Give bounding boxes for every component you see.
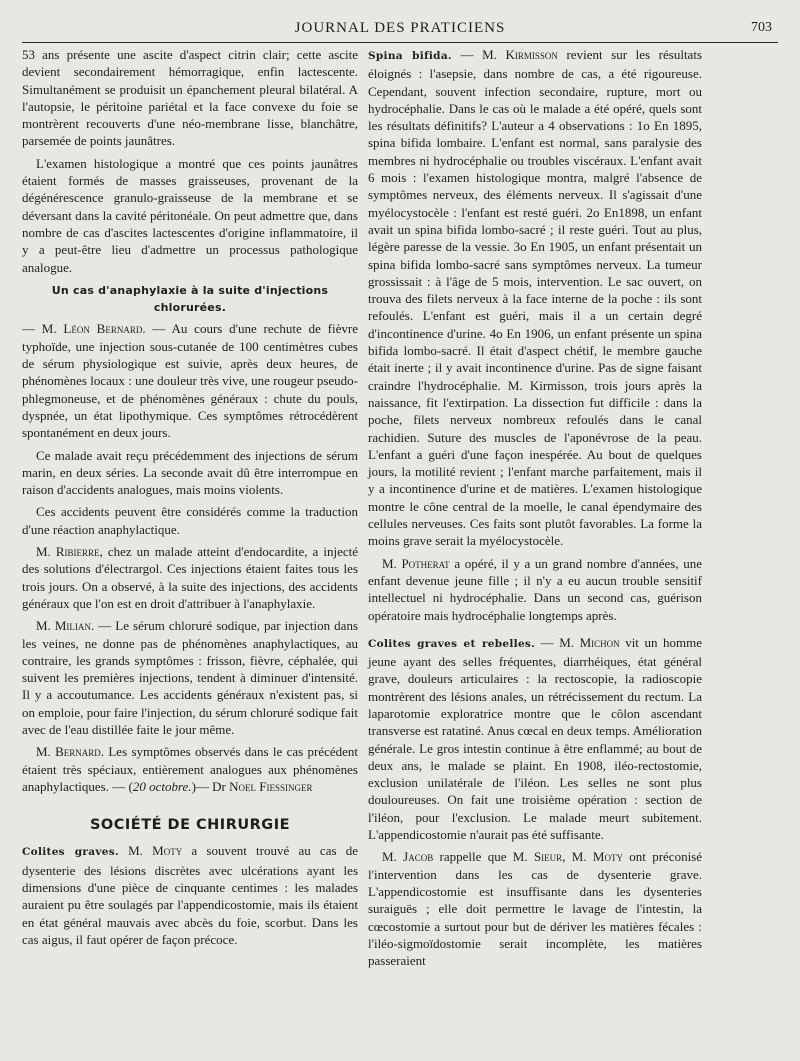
paragraph [368, 555, 702, 624]
article-lead: Colites graves et rebelles. [368, 637, 536, 650]
paragraph [368, 848, 702, 969]
author-name: Ribierre [55, 544, 100, 560]
monsieur-prefix: M. [36, 544, 56, 560]
right-column [368, 46, 702, 974]
monsieur-prefix: M. [118, 843, 153, 859]
paragraph: Ce malade avait reçu précédemment des injections de sérum marin, en deux séries. La seconde avait dû être interrompue en raison d'accidents analogues, mais moins violents. [22, 447, 358, 498]
report-date: 20 octobre. [132, 778, 192, 794]
paragraph-text: . — Au cours d'une rechute de fièvre typhoïde, une injection sous-cutanée de 100 centimètres cubes de sérum physiologique est suivie, après deux heures, de phénomènes locaux : une douleur très vive, une rougeur pseudo-phlegmoneuse, et de phénomènes généraux : chute du pouls, dyspnée, un état lipothymique. Ces symptômes rétrocédèrent spontanément en deux jours. [22, 321, 358, 441]
paragraph [22, 543, 358, 612]
paragraph-text: , M. [562, 849, 593, 865]
paragraph: Ces accidents peuvent être considérés comme la traduction d'une réaction anaphylactique. [22, 504, 358, 537]
paragraph-text: ont préconisé l'intervention dans les cas de dysenterie grave. L'appendicostomie est insuffisante dans les dysenteries suraiguës ; elle doit permettre le lavage de l'intestin, la cœcostomie a surtout pour but de dériver les matières fécales : l'iléo-sigmoïdostomie serait incomplète, les matières passeraient [368, 849, 703, 969]
author-name: Potherat [401, 555, 450, 571]
paragraph-text: , chez un malade atteint d'endocardite, a injecté des solutions d'électrargol. Ces injections étaient faites tous les trois jours. On a observé, à la suite des injections, des accidents généraux que l'on est en droit d'attribuer à l'anaphylaxie. [22, 544, 358, 611]
monsieur-prefix: M. [36, 618, 55, 634]
author-name: Moty [592, 849, 623, 865]
paragraph-text: vit un homme jeune ayant des selles fréquentes, diarrhéiques, état général grave, douleurs articulaires : la rectoscopie, la radioscopie montrèrent des lésions anales, un rétrécissement du rectum. La laparotomie exploratrice montre que le côlon ascendant transverse est ratatiné. Anus cœcal en deux temps. Amélioration générale. Le gros intestin continue à être enflammé; au bout de deux ans, le malade se plaint. En 1908, iléo-rectostomie, exclusion unilatérale de l'iléon. Les selles ne sont plus douloureuses. On fait une troisième opération : section de l'iléon, pour l'exclusion. Le malade meurt subitement. L'appendicostomie n'aurait pas été suffisante. [368, 634, 703, 843]
author-name: Michon [579, 634, 620, 650]
author-name: Milian [54, 618, 91, 634]
paragraph [368, 46, 702, 550]
dash-prefix: — M. [451, 47, 506, 62]
paragraph [22, 617, 358, 738]
article-lead: Colites graves. [22, 846, 119, 859]
author-name: Kirmisson [505, 47, 558, 62]
left-column [22, 46, 358, 953]
author-name: Moty [152, 843, 183, 859]
paragraph-text: rappelle que M. [433, 849, 534, 865]
signature: Noel Fiessinger [229, 778, 313, 794]
paragraph [22, 842, 358, 948]
paragraph [368, 634, 702, 844]
signature-prefix: )— Dr [191, 778, 230, 794]
author-name: Léon Bernard [63, 321, 143, 337]
journal-title: JOURNAL DES PRATICIENS [294, 20, 506, 36]
paragraph-text: revient sur les résultats éloignés : l'asepsie, dans nombre de cas, a été rigoureuse. Cependant, souvent infection secondaire, rupture, mort ou hydrocéphalie. Dans le cas où le malade a été opéré, quels sont les résultats définitifs? L'auteur a 4 observations : 1o En 1895, spina bifida lombaire. L'enfant est normal, sans paralysie des membres ni hydrocéphalie ou troubles viscéraux. L'enfant avait 6 mois : l'examen histologique montra, malgré l'absence de symptômes nerveux, des éléments nerveux. Il s'agissait d'une myélocystocèle : l'enfant est resté guéri. 2o En1898, un enfant avait un spina bifida lombo-sacré ; il reste guéri. Tout au plus, légère paresse de la vessie. 3o En 1905, un enfant présentait un spina bifida lombo-sacré sans symptômes nerveux. La tumeur grossissait : à l'âge de 5 mois, intervention. Le sac ouvert, on trouva des filets nerveux à la face interne de la poche : ils sont refoulés. L'enfant est guéri, mais il a un certain degré d'incontinence d'urine. 4o En 1906, un enfant présente un spina bifida lombo-sacré. Il était d'aspect chétif, le membre gauche était inerte ; il y avait incontinence d'urine. Pas de signe faisant craindre l'hydrocéphalie. M. Kirmisson, trois jours après la naissance, fit l'extirpation. La dissection fut difficile : dans la poche, filets nerveux nombreux refoulés dans le canal rachidien. Suture des muscles de l'aponévrose de la peau. L'enfant a guéri d'une façon inespérée. Au bout de quelques jours, la motilité revient ; l'enfant marche parfaitement, mais il y a incontinence d'urine et de matières. L'examen histologique montre le cône central de la moelle, le canal épendymaire des cellules nerveuses. Ces faits sont plutôt favorables. La forme la moins grave serait la myélocystocèle. [368, 47, 703, 549]
dash-prefix: — M. [535, 634, 580, 650]
paragraph-text: a souvent trouvé au cas de dysenterie des lésions discrètes avec ulcérations ayant les dimensions d'une pièce de cinquante centimes : les malades auraient pu être soulagés par l'appendicostomie, mais ils étaient en état général mauvais avec abcès du foie, scorbut. Dans les cas aigus, il faut opérer de façon précoce. [22, 843, 359, 947]
article-heading: Un cas d'anaphylaxie à la suite d'injections chlorurées. [51, 283, 329, 315]
paragraph [22, 320, 358, 441]
monsieur-prefix: M. [382, 555, 402, 571]
paragraph-text: . Les symptômes observés dans le cas précédent étaient très spéciaux, entièrement analogues aux phénomènes anaphylactiques. — ( [22, 744, 359, 794]
section-title: SOCIÉTÉ DE CHIRURGIE [89, 817, 291, 834]
paragraph-text: . — Le sérum chloruré sodique, par injection dans les veines, ne donne pas de phénomènes anaphylactiques, au contraire, les grands symptômes : frisson, fièvre, céphalée, qui suivent les premières injections, tendent à diminuer d'intensité. Il y a accoutumance. Les accidents généraux n'existent pas, si on emploie, pour faire l'injection, du sérum chloruré sodique fait avec de l'eau distillée faite le jour même. [22, 618, 359, 737]
author-name: Jacob [403, 849, 434, 865]
paragraph: 53 ans présente une ascite d'aspect citrin clair; cette ascite devient secondairement hémorragique, enfin lactescente. Simultanément se produisit un épanchement pleural bilatéral. A l'autopsie, le péritoine pariétal et la face convexe du foie se montrèrent recouverts d'une néo-membrane lisse, blanchâtre, parsemée de points jaunâtres. [22, 47, 358, 149]
paragraph-text: a opéré, il y a un grand nombre d'années, une enfant devenue jeune fille ; il n'y a eu aucun trouble sensitif intellectuel ni hydrocéphalie. Dans un second cas, guérison opératoire mais hydrocéphalie longtemps après. [368, 555, 702, 623]
monsieur-prefix: M. [36, 744, 56, 760]
paragraph [22, 743, 358, 795]
paragraph: L'examen histologique a montré que ces points jaunâtres étaient formés de masses graisseuses, provenant de la dégénérescence granulo-graisseuse de la membrane et se déversant dans la cavité péritonéale. On peut admettre que, dans nombre de cas d'ascites lactescentes d'origine inflammatoire, il y a peut-être lieu d'admettre un processus pathologique analogue. [22, 155, 358, 275]
author-name: Sieur [533, 849, 563, 865]
dash-prefix: — M. [22, 321, 64, 337]
article-lead: Spina bifida. [368, 50, 452, 62]
running-header [22, 20, 778, 43]
author-name: Bernard [55, 744, 101, 760]
page-number: 703 [751, 20, 772, 35]
monsieur-prefix: M. [382, 849, 404, 865]
